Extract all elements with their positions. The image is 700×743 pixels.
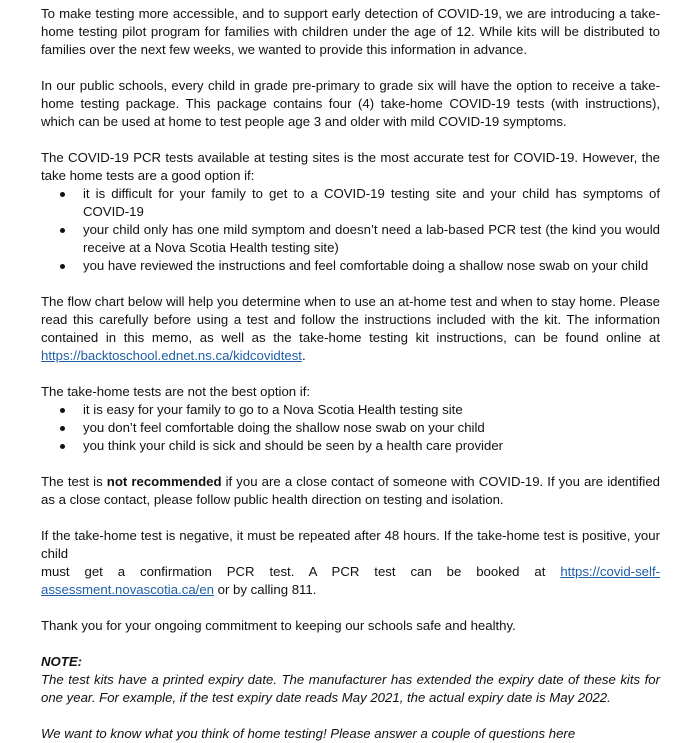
- close-contact-post: if you are a close contact of someone with COVID-19. If you are identified as a close contact, please follow public health direction on testing and isolation.: [41, 474, 660, 507]
- negative-end: or by calling 811.: [214, 582, 317, 597]
- bullet-icon: [60, 408, 65, 413]
- pcr-intro-paragraph: The COVID-19 PCR tests available at testing sites is the most accurate test for COVID-19. However, the take home tests are a good option if:: [41, 150, 660, 183]
- list-item: [41, 437, 660, 455]
- negative-line-3: [41, 581, 660, 599]
- note-body: The test kits have a printed expiry date. The manufacturer has extended the expiry date of these kits for one year. For example, if the test expiry date reads May 2021, the actual expiry date is May 2022.: [41, 672, 660, 705]
- survey-paragraph: We want to know what you think of home testing! Please answer a couple of questions here: [41, 726, 576, 741]
- negative-line-2-text: must get a confirmation PCR test. A PCR test can be booked at: [41, 564, 546, 579]
- flow-chart-text: The flow chart below will help you determine when to use an at-home test and when to stay home. Please read this carefully before using a test and follow the instructions included with the kit. The information contained in this memo, as well as the take-home testing kit instructions, can be found online at: [41, 294, 660, 345]
- list-item: [41, 221, 660, 257]
- list-item-text: you have reviewed the instructions and feel comfortable doing a shallow nose swab on your child: [83, 258, 649, 273]
- list-item: [41, 185, 660, 221]
- list-item-text: it is easy for your family to go to a Nova Scotia Health testing site: [83, 402, 463, 417]
- negative-line-2: [41, 563, 660, 581]
- thanks-paragraph: Thank you for your ongoing commitment to keeping our schools safe and healthy.: [41, 618, 516, 633]
- note-heading: NOTE:: [41, 654, 83, 669]
- list-item-text: it is difficult for your family to get to a COVID-19 testing site and your child has symptoms of COVID-19: [83, 186, 660, 219]
- not-recommended-text: not recommended: [106, 474, 222, 489]
- bullet-icon: [60, 444, 65, 449]
- list-item-text: you don’t feel comfortable doing the shallow nose swab on your child: [83, 420, 485, 435]
- bullet-icon: [60, 228, 65, 233]
- list-item: [41, 419, 660, 437]
- bullet-icon: [60, 264, 65, 269]
- negative-result-paragraph: [41, 527, 660, 599]
- list-item: [41, 401, 660, 419]
- close-contact-paragraph: [41, 473, 660, 509]
- covid-self-assessment-link-part2[interactable]: assessment.novascotia.ca/en: [41, 582, 214, 597]
- not-best-intro-paragraph: The take-home tests are not the best option if:: [41, 384, 311, 399]
- list-item: [41, 257, 660, 275]
- not-best-options-list: [41, 401, 660, 455]
- schools-paragraph: In our public schools, every child in grade pre-primary to grade six will have the option to receive a take-home testing package. This package contains four (4) take-home COVID-19 tests (with instructions), which can be used at home to test people age 3 and older with mild COVID-19 symptoms.: [41, 78, 660, 129]
- flow-end: .: [301, 348, 306, 363]
- negative-line-1: If the take-home test is negative, it must be repeated after 48 hours. If the take-home test is positive, your child: [41, 528, 660, 561]
- list-item-text: you think your child is sick and should be seen by a health care provider: [83, 438, 504, 453]
- bullet-icon: [60, 192, 65, 197]
- close-contact-pre: The test is: [41, 474, 107, 489]
- document-page: [41, 5, 660, 743]
- intro-paragraph: To make testing more accessible, and to support early detection of COVID-19, we are introducing a take-home testing pilot program for families with children under the age of 12. While kits will be distributed to families over the next few weeks, we wanted to provide this information in advance.: [41, 6, 660, 57]
- flow-chart-paragraph: [41, 293, 660, 365]
- good-options-list: [41, 185, 660, 275]
- covid-self-assessment-link-part1[interactable]: https://covid-self-: [560, 564, 661, 579]
- list-item-text: your child only has one mild symptom and doesn’t need a lab-based PCR test (the kind you would receive at a Nova Scotia Health testing site): [83, 222, 660, 255]
- backtoschool-link[interactable]: https://backtoschool.ednet.ns.ca/kidcovidtest: [41, 348, 302, 363]
- bullet-icon: [60, 426, 65, 431]
